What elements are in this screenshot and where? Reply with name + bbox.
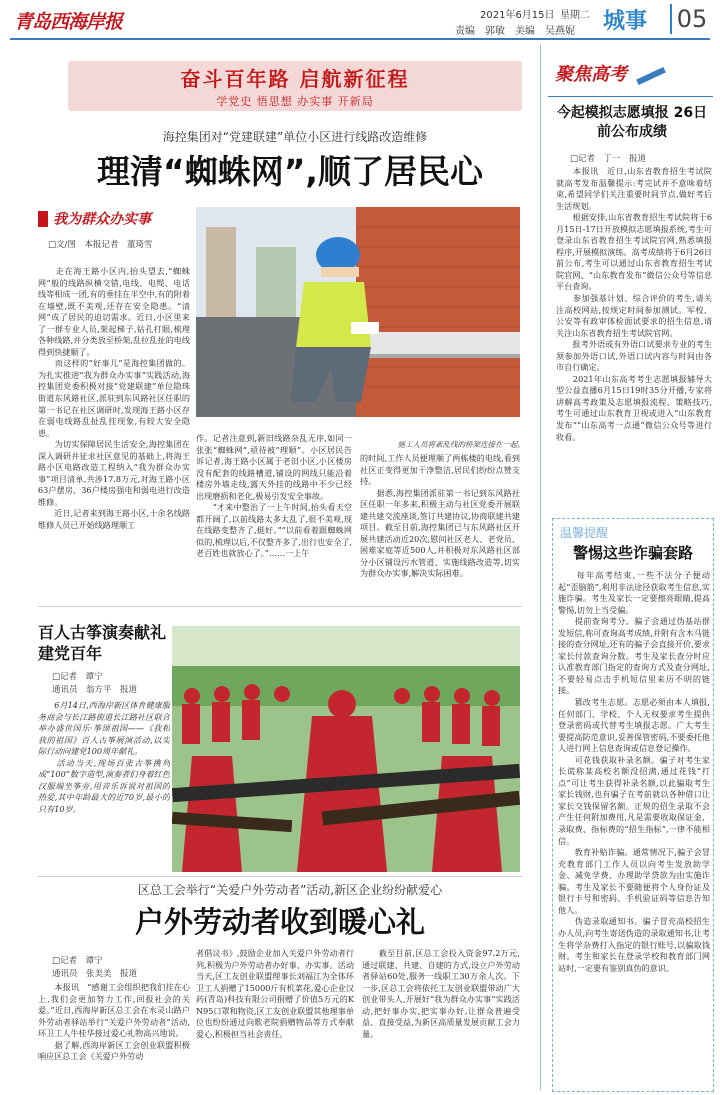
masthead-divider (10, 38, 710, 40)
lead-byline: □文/图 本报记者 董琦雪 (48, 240, 153, 250)
lead-photo (196, 207, 520, 417)
warning-label: 温馨提醒 (560, 526, 609, 540)
union-body-col1: 本报讯 “感谢工会组织把我们挂在心上,我们会更加努力工作,回报社会的关爱。”近日,西海岸新区总工会在水灵山路户外劳动者驿站举行“关爱户外劳动者”活动,环卫工人牛桂华接过爱心礼物高兴地说。 据了解,西海岸新区工会创业联盟积极响应区总工会《关爱户外劳动 (38, 982, 190, 1062)
union-body-col3: 截至目前,区总工会投入资金97.2万元,通过联建、共建、自建的方式,设立户外劳动者驿站60处,服务一线职工30万余人次。下一步,区总工会将依托工友创业联盟带动广大创业带头人,开展好“我为群众办实事”实践活动,把好事办实,把实事办好,让群众普遍受益、直接受益,为新区高质量发展贡献工会力量。 (362, 948, 520, 1039)
story-divider-2 (38, 876, 522, 877)
guzheng-byline2: 通讯员 翁方平 报道 (52, 685, 138, 695)
editors-line: 责编 郭敏 美编 吴燕妮 (455, 26, 575, 37)
page-number: 05 (670, 4, 712, 34)
warning-body: 每年高考结束,一些不法分子便动起“歪脑筋”,利用非法途径获取考生信息,实施诈骗。考生及家长一定要擦亮眼睛,提高警惕,切勿上当受骗。 提前查询考分。骗子会通过伪基站群发短信,称可查询高考成绩,并附有含木马链接的查分网址,还有的骗子会直接开价,要求家长付款查询分数。考生及家长查分时应认准教育部门指定的查询方式及查分网址,不要轻易点击手机短信里来历不明的链接。 篡改考生志愿。志愿必须由本人填报,任何部门、学校、个人无权要求考生提供登录密码或代替考生填报志愿。广大考生要提高防范意识,妥善保管密码,不要委托他人进行网上信息查询或信息登记操作。 可花钱获取补录名额。骗子对考生家长谎称某高校名额没招满,通过花钱“打点”可让考生获得补录名额,以此骗取考生家长钱财,也有骗子在考前就以各种借口让家长交钱保留名额。正规的招生录取不会产生任何附加费用,凡是需要收取保证金、录取费、指标费的“招生指标”,一律不能相信。 教育补贴诈骗。通常情况下,骗子会冒充教育部门工作人员以向考生发放助学金、减免学费、办理助学贷款为由实施诈骗。考生及家长不要随便将个人身份证及银行卡号和密码、手机验证码等信息告知他人。 伪造录取通知书。骗子冒充高校招生办人员,向考生寄送伪造的录取通知书,让考生将学杂费打入指定的银行账号,以骗取钱财。考生和家长在登录学校和教育部门网站时,一定要有鉴别真伪的意识。 (558, 570, 710, 973)
campaign-banner (68, 61, 522, 111)
lead-body-col3: 的时间,工作人员便理顺了两栋楼的电线,看到社区正变得更加干净整洁,居民们纷纷点赞支持。 据悉,海控集团派驻第一书记到东风路社区任职一年多来,积极主动与社区党委开展联建共建交流座谈,签订共建协议,协商联建共建项目。截至目前,海控集团已与东风路社区开展共建活动近20次,慰问社区老人、老党员、困难家庭等近500人,并积极对东风路社区部分小区铺设污水管道、实施线路改造等,切实为群众办实事,解决实际困难。 (360, 453, 520, 579)
lead-body-col1: 走在海王路小区内,抬头望去,“蜘蛛网”般的线路纵横交错,电线、电缆、电话线等相成一团,有的垂挂在半空中,有的附着在墙壁,既不美观,还存在安全隐患。“清网”成了居民的迫切需求。近日,小区里来了一群专业人员,架起梯子,钻孔打眼,梳理各种线路,并分类放至桥架,乱拉乱扯的电线得到快捷顺了。 而这样的“好事儿”是海控集团做的。为扎实推进“我为群众办实事”实践活动,海控集团党委积极对接“党建联建”单位隐珠街道东风路社区,派驻到东风路社区任职的第一书记在社区调研时,发现海王路小区存在弱电线路乱扯乱挂现象,有较大安全隐患。 为切实保障居民生活安全,海控集团在深入调研并征求社区意见的基础上,将海王路小区电路改造工程纳入“我为群众办实事”项目清单,共涉17.8万元,对海王路小区63户摆房、36户楼房强电和弱电进行改造维修。 近日,记者来到海王路小区,十余名线路维修人员已开始线路理顺工 (38, 266, 190, 531)
newspaper-logo: 青岛西海岸报 (14, 11, 123, 33)
column-tag (38, 208, 188, 228)
section-title: 城事 (603, 9, 648, 34)
lead-photo-caption: 施工人员将紊乱线的桥架连接在一起。 (397, 440, 525, 449)
issue-weekday: 星期二 (560, 10, 590, 21)
gaokao-byline: □记者 丁一 报道 (570, 154, 647, 164)
banner-subtitle: 学党史 悟思想 办实事 开新局 (216, 95, 374, 108)
guzheng-photo (172, 626, 520, 872)
column-tag-label: 我为群众办实事 (53, 211, 152, 228)
gaokao-body: 本报讯 近日,山东省教育招生考试院就高考发布温馨提示:考完试并不意味着结束,希望同学们关注重要时间节点,做好考后生活规划。 根据安排,山东省教育招生考试院将于6月15日-17日开放模拟志愿填报系统,考生可登录山东省教育招生考试院官网,熟悉填报程序,开展模拟演练。高考成绩将于6月26日前公布,考生可以通过山东省教育招生考试院官网、“山东教育发布”微信公众号等信息平台查询。 参加强基计划、综合评价的考生,请关注高校网站,按规定时间参加测试。军校、公安等有政审体检面试要求的招生信息,请关注山东省教育招生考试院官网。 报考外语或有外语口试要求专业的考生须参加外语口试,外语口试内容与时间由各市自行确定。 2021年山东高考考生志愿填报辅导大型公益直播6月15日19时35分开播,专家将讲解高考政策及志愿填报流程、策略技巧,考生可通过山东教育卫视或进入“山东教育发布”“山东高考一点通”微信公众号等进行收看。 (556, 166, 712, 442)
union-kicker: 区总工会举行“关爱户外劳动者”活动,新区企业纷纷献爱心 (137, 883, 443, 897)
issue-date: 2021年6月15日 (480, 10, 555, 21)
guzheng-body: 6月14日,西海岸新区体育健康服务商会与长江路街道长江路社区联合举办盛世国乐·筝颂祖国——《我和我的祖国》百人古筝展演活动,以实际行动向建党100周年献礼。 活动当天,现场百张古筝携列成“100”数字造型,演奏者们身着红色汉服端坐筝旁,用音乐诉说对祖国的热爱,其中年龄最大的近70岁,最小的只有10岁。 (38, 700, 170, 814)
union-byline2: 通讯员 张美美 报道 (52, 969, 138, 979)
union-byline1: □记者 谭宁 (52, 956, 103, 966)
warning-headline: 警惕这些诈骗套路 (572, 544, 693, 562)
banner-title: 奋斗百年路 启航新征程 (180, 67, 410, 91)
union-body-col2: 者倡议书》,鼓励企业加入关爱户外劳动者行列,积极为户外劳动者办好事、办实事。活动当天,区工友创业联盟理事长刘福江为全体环卫工人捐赠了15000斤有机菜花,爱心企业汉药(青岛)科技有限公司捐赠了价值5万元的KN95口罩和物资,区工友创业联盟其他理事单位也纷纷通过向歌老院捐赠物品等方式奉献爱心,积极担当社会责任。 (196, 948, 354, 1039)
pen-icon (636, 66, 666, 84)
union-headline: 户外劳动者收到暖心礼 (134, 905, 425, 939)
lead-body-col2: 作。记者注意到,新旧线路杂乱无序,如同一张张“蜘蛛网”,亟待被“理顺”。小区居民告诉记者,海王路小区属于老旧小区,小区楼房没有配套的线路槽道,铺设的网线只能沿着楼房外墙走线,露天外挂的线路中不少已经出现磨损和老化,极易引发安全事故。 “才来中整治了一上午时间,抬头看天空都开阔了,以前线路太多太乱了,很不美观,现在线路变整齐了,挺好。”“以前看着跟蜘蛛网似的,梳理以后,不仅整齐多了,出行也安全了,老百姓也就放心了。”……一上午 (196, 433, 352, 559)
flag-icon (38, 211, 48, 227)
column-divider (540, 45, 541, 1090)
gaokao-headline: 今起模拟志愿填报 26日前公布成绩 (556, 105, 708, 140)
gaokao-focus-label (555, 60, 715, 96)
gaokao-label-text: 聚焦高考 (555, 64, 627, 85)
lead-headline: 理清“蜘蛛网”,顺了居民心 (97, 152, 483, 191)
guzheng-headline: 百人古筝演奏献礼建党百年 (38, 623, 167, 663)
gaokao-rule (548, 96, 713, 97)
guzheng-byline1: □记者 谭宁 (52, 672, 103, 682)
lead-kicker: 海控集团对“党建联建”单位小区进行线路改造维修 (162, 130, 428, 144)
story-divider-1 (38, 606, 522, 607)
